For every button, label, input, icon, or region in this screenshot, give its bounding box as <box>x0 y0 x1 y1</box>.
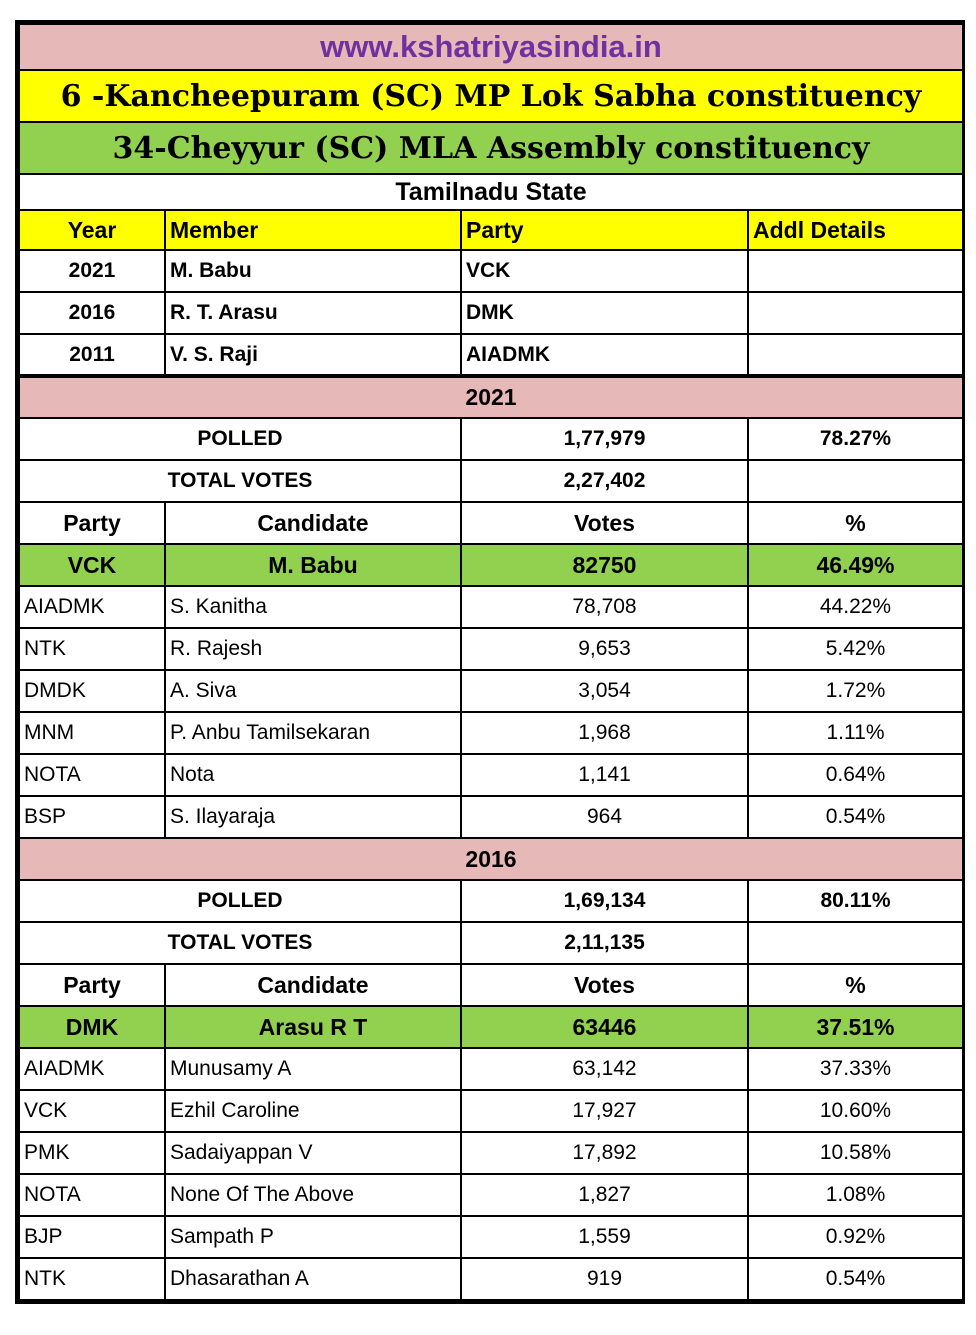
result-candidate: Ezhil Caroline <box>165 1090 461 1132</box>
result-percent: 37.33% <box>748 1048 963 1090</box>
polled-votes: 1,77,979 <box>461 418 748 460</box>
polled-label: POLLED <box>19 418 461 460</box>
result-candidate: Sadaiyappan V <box>165 1132 461 1174</box>
members-col-details: Addl Details <box>748 210 963 250</box>
winner-candidate: M. Babu <box>165 544 461 586</box>
total-votes-label: TOTAL VOTES <box>19 922 461 964</box>
result-party: BSP <box>19 796 165 838</box>
winner-percent: 46.49% <box>748 544 963 586</box>
total-votes-label: TOTAL VOTES <box>19 460 461 502</box>
result-votes: 919 <box>461 1258 748 1300</box>
result-party: PMK <box>19 1132 165 1174</box>
polled-percent: 78.27% <box>748 418 963 460</box>
members-col-member: Member <box>165 210 461 250</box>
member-party: VCK <box>461 250 748 292</box>
col-party: Party <box>19 502 165 544</box>
winner-party: VCK <box>19 544 165 586</box>
result-votes: 1,141 <box>461 754 748 796</box>
result-percent: 1.08% <box>748 1174 963 1216</box>
result-votes: 17,927 <box>461 1090 748 1132</box>
result-candidate: Dhasarathan A <box>165 1258 461 1300</box>
result-candidate: Sampath P <box>165 1216 461 1258</box>
state-title: Tamilnadu State <box>19 174 963 210</box>
result-percent: 10.60% <box>748 1090 963 1132</box>
winner-row <box>19 1006 963 1048</box>
total-votes-blank <box>748 922 963 964</box>
col-percent: % <box>748 964 963 1006</box>
result-row <box>19 1090 963 1132</box>
result-percent: 1.11% <box>748 712 963 754</box>
result-votes: 1,968 <box>461 712 748 754</box>
col-percent: % <box>748 502 963 544</box>
member-details <box>748 250 963 292</box>
member-name: V. S. Raji <box>165 334 461 376</box>
result-party: NTK <box>19 628 165 670</box>
result-votes: 964 <box>461 796 748 838</box>
result-percent: 1.72% <box>748 670 963 712</box>
result-row <box>19 1132 963 1174</box>
result-row <box>19 1174 963 1216</box>
result-party: AIADMK <box>19 1048 165 1090</box>
result-votes: 9,653 <box>461 628 748 670</box>
results-sheet <box>15 20 965 1304</box>
member-year: 2011 <box>19 334 165 376</box>
total-votes-value: 2,27,402 <box>461 460 748 502</box>
polled-row <box>19 418 963 460</box>
polled-row <box>19 880 963 922</box>
results-header-row <box>19 964 963 1006</box>
col-votes: Votes <box>461 964 748 1006</box>
result-candidate: S. Ilayaraja <box>165 796 461 838</box>
result-party: MNM <box>19 712 165 754</box>
result-party: NOTA <box>19 1174 165 1216</box>
website-title: www.kshatriyasindia.in <box>19 24 963 70</box>
result-candidate: R. Rajesh <box>165 628 461 670</box>
total-votes-row <box>19 922 963 964</box>
member-party: DMK <box>461 292 748 334</box>
result-votes: 78,708 <box>461 586 748 628</box>
result-candidate: P. Anbu Tamilsekaran <box>165 712 461 754</box>
winner-votes: 82750 <box>461 544 748 586</box>
result-votes: 17,892 <box>461 1132 748 1174</box>
result-percent: 0.54% <box>748 1258 963 1300</box>
result-votes: 63,142 <box>461 1048 748 1090</box>
result-votes: 3,054 <box>461 670 748 712</box>
results-header-row <box>19 502 963 544</box>
result-row <box>19 1216 963 1258</box>
member-name: M. Babu <box>165 250 461 292</box>
result-votes: 1,827 <box>461 1174 748 1216</box>
col-party: Party <box>19 964 165 1006</box>
result-percent: 44.22% <box>748 586 963 628</box>
result-party: NOTA <box>19 754 165 796</box>
election-year-band: 2016 <box>19 838 963 880</box>
winner-candidate: Arasu R T <box>165 1006 461 1048</box>
result-percent: 0.54% <box>748 796 963 838</box>
result-party: VCK <box>19 1090 165 1132</box>
member-year: 2016 <box>19 292 165 334</box>
polled-votes: 1,69,134 <box>461 880 748 922</box>
members-col-party: Party <box>461 210 748 250</box>
polled-percent: 80.11% <box>748 880 963 922</box>
result-candidate: Nota <box>165 754 461 796</box>
members-col-year: Year <box>19 210 165 250</box>
total-votes-value: 2,11,135 <box>461 922 748 964</box>
total-votes-blank <box>748 460 963 502</box>
result-row <box>19 796 963 838</box>
result-percent: 0.92% <box>748 1216 963 1258</box>
election-year-band: 2021 <box>19 376 963 418</box>
winner-row <box>19 544 963 586</box>
result-row <box>19 670 963 712</box>
assembly-title: 34-Cheyyur (SC) MLA Assembly constituency <box>19 122 963 174</box>
winner-percent: 37.51% <box>748 1006 963 1048</box>
result-row <box>19 1258 963 1300</box>
member-row <box>19 292 963 334</box>
result-candidate: S. Kanitha <box>165 586 461 628</box>
member-details <box>748 292 963 334</box>
result-party: DMDK <box>19 670 165 712</box>
winner-votes: 63446 <box>461 1006 748 1048</box>
col-candidate: Candidate <box>165 964 461 1006</box>
result-row <box>19 712 963 754</box>
result-party: BJP <box>19 1216 165 1258</box>
result-candidate: Munusamy A <box>165 1048 461 1090</box>
members-header-row <box>19 210 963 250</box>
col-votes: Votes <box>461 502 748 544</box>
total-votes-row <box>19 460 963 502</box>
result-votes: 1,559 <box>461 1216 748 1258</box>
constituency-table <box>18 23 964 1301</box>
result-party: AIADMK <box>19 586 165 628</box>
result-candidate: A. Siva <box>165 670 461 712</box>
result-row <box>19 628 963 670</box>
result-row <box>19 1048 963 1090</box>
lok-sabha-title: 6 -Kancheepuram (SC) MP Lok Sabha constituency <box>19 70 963 122</box>
result-party: NTK <box>19 1258 165 1300</box>
result-candidate: None Of The Above <box>165 1174 461 1216</box>
member-row <box>19 250 963 292</box>
result-percent: 10.58% <box>748 1132 963 1174</box>
result-row <box>19 754 963 796</box>
member-row <box>19 334 963 376</box>
result-percent: 0.64% <box>748 754 963 796</box>
winner-party: DMK <box>19 1006 165 1048</box>
result-row <box>19 586 963 628</box>
member-details <box>748 334 963 376</box>
member-party: AIADMK <box>461 334 748 376</box>
result-percent: 5.42% <box>748 628 963 670</box>
col-candidate: Candidate <box>165 502 461 544</box>
polled-label: POLLED <box>19 880 461 922</box>
member-name: R. T. Arasu <box>165 292 461 334</box>
member-year: 2021 <box>19 250 165 292</box>
